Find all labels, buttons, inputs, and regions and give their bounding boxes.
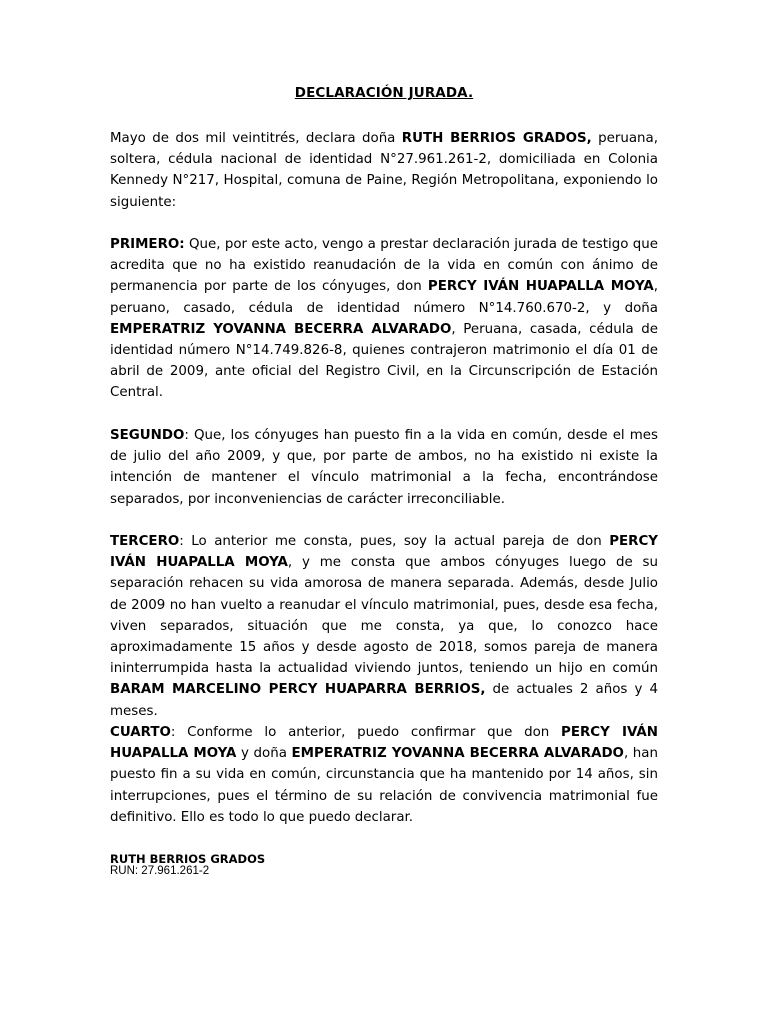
tercero-text: : Lo anterior me consta, pues, soy la actual pareja de don	[179, 534, 610, 549]
cuarto-text-2: y doña	[236, 746, 292, 762]
tercero-label: TERCERO	[110, 534, 180, 549]
primero-paragraph	[110, 234, 658, 404]
tercero-name-1: PERCY IVÁN HUAPALLA MOYA	[110, 534, 658, 571]
cuarto-paragraph	[110, 722, 658, 828]
tercero-paragraph	[110, 531, 658, 722]
signature-run: RUN: 27.961.261-2	[110, 865, 210, 877]
cuarto-text-3: , han puesto fin a su vida en común, circunstancia que ha mantenido por 14 años, sin interrupciones, pues el término de su relación de convivencia matrimonial fue definitivo. Ello es todo lo que puedo declarar.	[110, 746, 658, 825]
signature-name: RUTH BERRIOS GRADOS	[110, 852, 266, 866]
segundo-label: SEGUNDO	[110, 428, 185, 443]
intro-text-2: peruana, soltera, cédula nacional de identidad N°27.961.261-2, domiciliada en Colonia Kennedy N°217, Hospital, comuna de Paine, Región Metropolitana, exponiendo lo siguiente:	[110, 131, 658, 210]
spouse-name-2: EMPERATRIZ YOVANNA BECERRA ALVARADO	[110, 321, 452, 337]
cuarto-label: CUARTO	[110, 725, 171, 740]
document-title: DECLARACIÓN JURADA.	[294, 85, 474, 101]
tercero-text-2: , y me consta que ambos cónyuges luego de su separación rehacen su vida amorosa de manera separada. Además, desde Julio de 2009 no han vuelto a reanudar el vínculo matrimonial, pues, desde esa fecha, viven separados, situación que me consta, ya que, lo conozco hace aproximadamente 15 años y desde agosto de 2018, somos pareja de manera ininterrumpida hasta la actualidad viviendo juntos, teniendo un hijo en común	[110, 555, 658, 677]
primero-text: Que, por este acto, vengo a prestar declaración jurada de testigo que acredita que no ha existido reanudación de la vida en común con ánimo de permanencia por parte de los cónyuges, don	[110, 237, 658, 295]
primero-text-2: , peruano, casado, cédula de identidad número N°14.760.670-2, y doña	[110, 279, 658, 316]
segundo-paragraph	[110, 425, 658, 510]
intro-paragraph	[110, 128, 658, 213]
primero-text-3: , Peruana, casada, cédula de identidad número N°14.749.826-8, quienes contrajeron matrimonio el día 01 de abril de 2009, ante oficial del Registro Civil, en la Circunscripción de Estación Central.	[110, 321, 658, 401]
cuarto-name-2: EMPERATRIZ YOVANNA BECERRA ALVARADO	[291, 746, 624, 762]
intro-text: Mayo de dos mil veintitrés, declara doña	[110, 131, 402, 146]
cuarto-name-1: PERCY IVÁN HUAPALLA MOYA	[110, 725, 658, 762]
tercero-text-3: de actuales 2 años y 4 meses.	[110, 682, 658, 719]
primero-label: PRIMERO:	[110, 237, 185, 252]
segundo-text: : Que, los cónyuges han puesto fin a la vida en común, desde el mes de julio del año 2009, y que, por parte de ambos, no ha existido ni existe la intención de mantener el vínculo matrimonial a la fecha, encontrándose separados, por inconveniencias de carácter irreconciliable.	[110, 428, 658, 507]
declarant-name: RUTH BERRIOS GRADOS,	[401, 131, 592, 146]
spouse-name-1: PERCY IVÁN HUAPALLA MOYA	[427, 279, 654, 295]
child-name: BARAM MARCELINO PERCY HUAPARRA BERRIOS,	[110, 682, 486, 698]
cuarto-text: : Conforme lo anterior, puedo confirmar que don	[170, 725, 562, 740]
